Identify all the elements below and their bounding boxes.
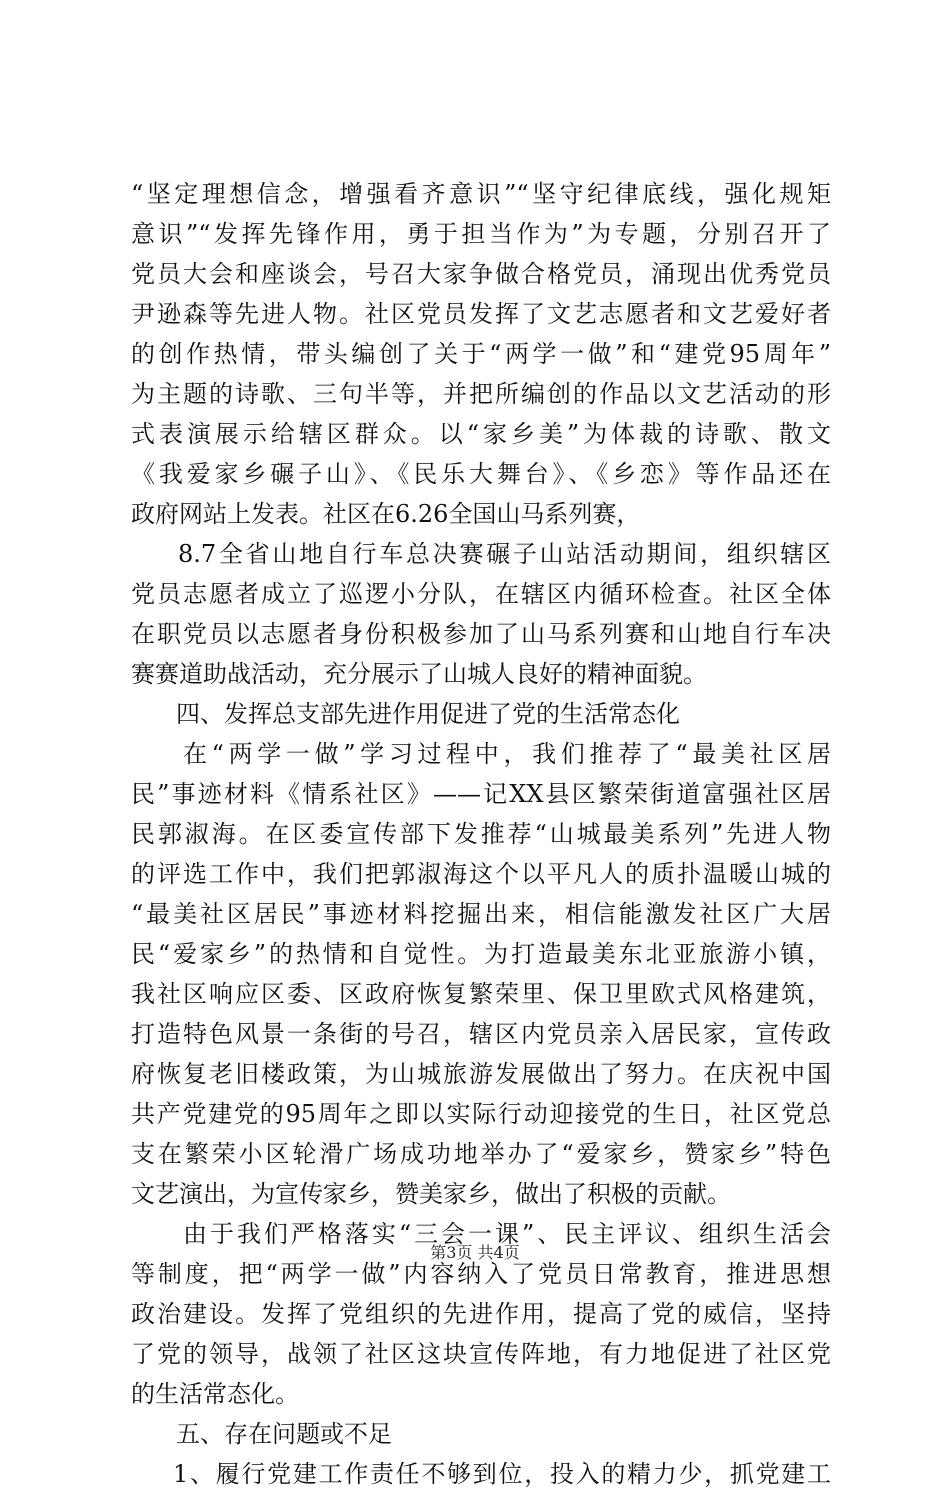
text-line: 的生活常态化。 bbox=[131, 1380, 299, 1408]
text-line: 为主题的诗歌、三句半等，并把所编创的作品以文艺活动的形 bbox=[131, 380, 831, 408]
text-line: 8.7全省山地自行车总决赛碾子山站活动期间，组织辖区 bbox=[178, 540, 831, 568]
text-line: 在职党员以志愿者身份积极参加了山马系列赛和山地自行车决 bbox=[131, 620, 831, 648]
text-line: “最美社区居民”事迹材料挖掘出来，相信能激发社区广大居 bbox=[131, 900, 831, 928]
text-line: 支在繁荣小区轮滑广场成功地举办了“爱家乡，赞家乡”特色 bbox=[131, 1140, 831, 1168]
text-line: “坚定理想信念，增强看齐意识”“坚守纪律底线，强化规矩 bbox=[131, 180, 831, 208]
text-line: 政府网站上发表。社区在6.26全国山马系列赛， bbox=[131, 500, 641, 528]
section-heading: 四、发挥总支部先进作用促进了党的生活常态化 bbox=[176, 700, 680, 728]
page-footer bbox=[0, 1243, 950, 1263]
text-line: 党员志愿者成立了巡逻小分队，在辖区内循环检查。社区全体 bbox=[131, 580, 831, 608]
text-line: 府恢复老旧楼政策，为山城旅游发展做出了努力。在庆祝中国 bbox=[131, 1060, 831, 1088]
text-line: 1、履行党建工作责任不够到位，投入的精力少，抓党建工 bbox=[173, 1460, 831, 1488]
text-line: 民“爱家乡”的热情和自觉性。为打造最美东北亚旅游小镇， bbox=[131, 940, 831, 968]
text-line: 尹逊森等先进人物。社区党员发挥了文艺志愿者和文艺爱好者 bbox=[131, 300, 831, 328]
text-line: 的评选工作中，我们把郭淑海这个以平凡人的质扑温暖山城的 bbox=[131, 860, 831, 888]
page-number: 第3页 共4页 bbox=[430, 1243, 520, 1262]
text-line: 的创作热情，带头编创了关于“两学一做”和“建党95周年” bbox=[131, 340, 831, 368]
text-line: 党员大会和座谈会，号召大家争做合格党员，涌现出优秀党员 bbox=[131, 260, 831, 288]
text-line: 等制度，把“两学一做”内容纳入了党员日常教育，推进思想 bbox=[131, 1260, 831, 1288]
text-line: 文艺演出，为宣传家乡，赞美家乡，做出了积极的贡献。 bbox=[131, 1180, 731, 1208]
text-line: 了党的领导，战领了社区这块宣传阵地，有力地促进了社区党 bbox=[131, 1340, 831, 1368]
text-line: 由于我们严格落实“三会一课”、民主评议、组织生活会 bbox=[183, 1220, 831, 1248]
text-line: 式表演展示给辖区群众。以“家乡美”为体裁的诗歌、散文 bbox=[131, 420, 831, 448]
text-line: 政治建设。发挥了党组织的先进作用，提高了党的威信，坚持 bbox=[131, 1300, 831, 1328]
text-line: 我社区响应区委、区政府恢复繁荣里、保卫里欧式风格建筑， bbox=[131, 980, 831, 1008]
text-line: 共产党建党的95周年之即以实际行动迎接党的生日，社区党总 bbox=[131, 1100, 831, 1128]
text-line: 民郭淑海。在区委宣传部下发推荐“山城最美系列”先进人物 bbox=[131, 820, 831, 848]
text-line: 意识”“发挥先锋作用，勇于担当作为”为专题，分别召开了 bbox=[131, 220, 831, 248]
text-line: 《我爱家乡碾子山》、《民乐大舞台》、《乡恋》等作品还在 bbox=[131, 460, 831, 488]
text-line: 打造特色风景一条街的号召，辖区内党员亲入居民家，宣传政 bbox=[131, 1020, 831, 1048]
section-heading: 五、存在问题或不足 bbox=[176, 1420, 392, 1448]
body-text bbox=[131, 174, 831, 1494]
text-line: 在“两学一做”学习过程中，我们推荐了“最美社区居 bbox=[183, 740, 831, 768]
text-line: 赛赛道助战活动，充分展示了山城人良好的精神面貌。 bbox=[131, 660, 707, 688]
text-line: 民”事迹材料《情系社区》——记XX县区繁荣街道富强社区居 bbox=[131, 780, 831, 808]
